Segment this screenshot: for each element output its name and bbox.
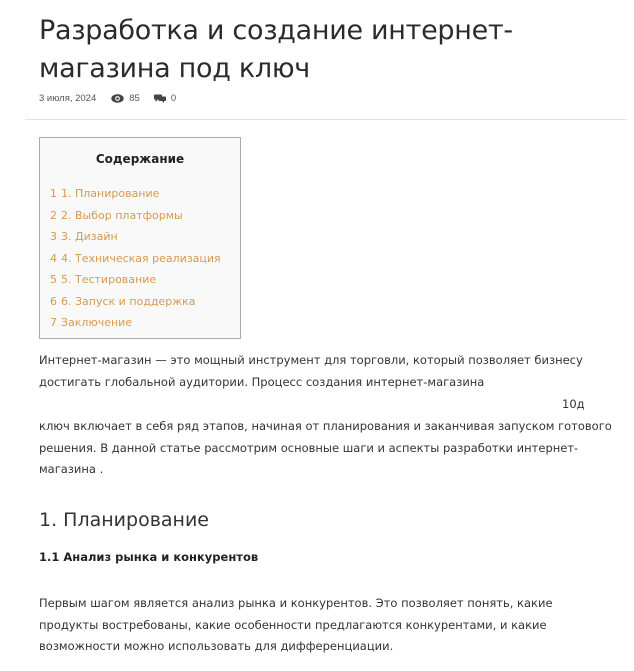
toc-title: Содержание xyxy=(95,152,185,166)
intro-clipped-word: 10д xyxy=(562,397,585,411)
toc-item-label[interactable]: Заключение xyxy=(61,316,133,329)
comments-count: 0 xyxy=(170,92,177,104)
toc-item[interactable] xyxy=(50,248,225,270)
toc-item-number: 7 xyxy=(50,316,57,329)
comments-icon xyxy=(154,94,166,103)
eye-icon xyxy=(111,94,124,103)
toc-item-label[interactable]: 6. Запуск и поддержка xyxy=(61,294,196,308)
publish-date: 3 июля, 2024 xyxy=(39,92,97,104)
intro-paragraph-part1: Интернет-магазин — это мощный инструмент для торговли, который позволяет бизнесу достигать глобальной аудитории. Процесс создания интернет-магазина xyxy=(39,353,583,389)
toc-item-number: 1 xyxy=(50,187,57,200)
toc-item-number: 4 xyxy=(50,251,57,265)
toc-item-number: 5 xyxy=(50,273,57,286)
toc-item-number: 2 xyxy=(50,208,57,222)
subsection-heading-market-analysis: 1.1 Анализ рынка и конкурентов xyxy=(39,550,259,564)
section-heading-planning: 1. Планирование xyxy=(39,509,209,531)
toc-list xyxy=(50,183,225,334)
toc-item[interactable] xyxy=(50,291,225,313)
toc-item-number: 6 xyxy=(50,294,57,308)
toc-item-label[interactable]: 5. Тестирование xyxy=(61,273,157,286)
table-of-contents xyxy=(39,137,241,339)
toc-item-label[interactable]: 3. Дизайн xyxy=(61,230,118,243)
toc-item[interactable] xyxy=(50,183,225,205)
toc-item[interactable] xyxy=(50,226,225,248)
views-counter xyxy=(111,93,140,104)
toc-item-label[interactable]: 4. Техническая реализация xyxy=(61,251,221,265)
header-divider xyxy=(25,119,627,120)
toc-item[interactable] xyxy=(50,312,225,334)
intro-paragraph-part2: ключ включает в себя ряд этапов, начиная от планирования и заканчивая запуском готового решения. В данной статье рассмотрим основные шаги и аспекты разработки интернет-магазина . xyxy=(39,419,612,476)
toc-item-number: 3 xyxy=(50,230,57,243)
views-count: 85 xyxy=(129,92,140,104)
toc-item-label[interactable]: 1. Планирование xyxy=(61,187,160,200)
market-analysis-paragraph: Первым шагом является анализ рынка и конкурентов. Это позволяет понять, какие продукты востребованы, какие особенности предлагаются конкурентами, и какие возможности можно использовать для дифференциации. xyxy=(39,596,553,653)
comments-counter[interactable] xyxy=(154,93,176,104)
article-meta xyxy=(39,91,190,105)
toc-item-label[interactable]: 2. Выбор платформы xyxy=(61,208,183,222)
toc-item[interactable] xyxy=(50,269,225,291)
toc-item[interactable] xyxy=(50,205,225,227)
article-title: Разработка и создание интернет-магазина под ключ xyxy=(39,15,513,84)
